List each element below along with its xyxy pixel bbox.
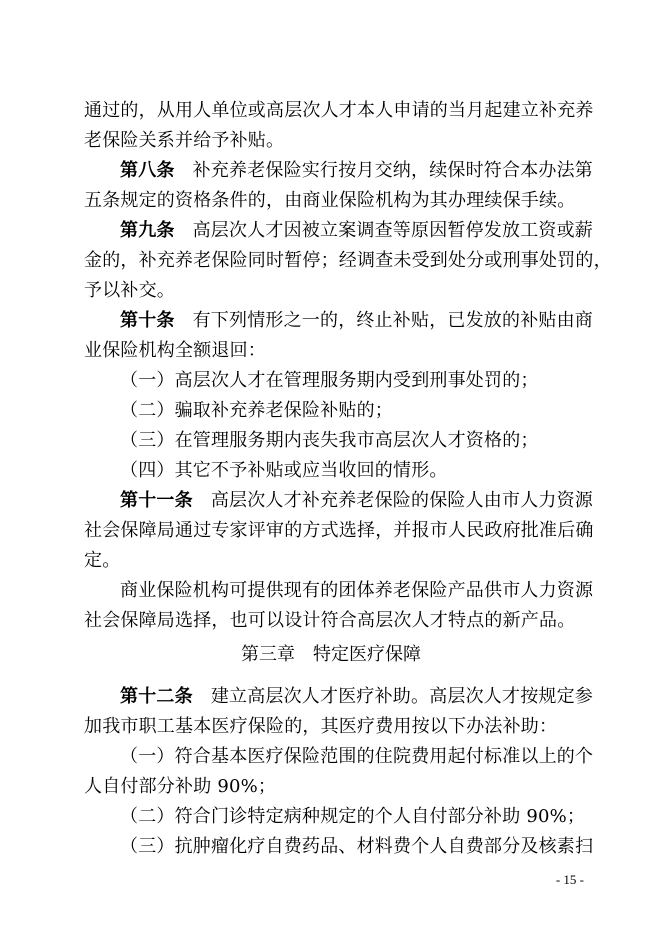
article-8-label: 第八条: [120, 160, 175, 181]
page-number: - 15 -: [555, 872, 584, 887]
body-line: 加我市职工基本医疗保险的，其医疗费用按以下办法补助：: [84, 716, 558, 737]
list-item: （二）符合门诊特定病种规定的个人自付部分补助 90%；: [120, 806, 586, 827]
body-line: 社会保障局选择，也可以设计符合高层次人才特点的新产品。: [84, 610, 576, 631]
article-11-label: 第十一条: [120, 490, 193, 511]
article-12-line-1: [120, 682, 594, 712]
article-8-text: 补充养老保险实行按月交纳，续保时符合本办法第: [192, 160, 594, 181]
body-line: 定。: [84, 550, 121, 571]
body-line: 五条规定的资格条件的，由商业保险机构为其办理续保手续。: [84, 190, 576, 211]
article-9-label: 第九条: [120, 220, 175, 241]
article-11-line-1: [120, 486, 594, 516]
list-item: （三）在管理服务期内丧失我市高层次人才资格的；: [120, 430, 539, 451]
body-line: 社会保障局通过专家评审的方式选择，并报市人民政府批准后确: [84, 520, 594, 541]
body-line: 人自付部分补助 90%；: [84, 776, 277, 797]
list-item: （一）高层次人才在管理服务期内受到刑事处罚的；: [120, 370, 539, 391]
article-9-line-1: [120, 216, 594, 246]
article-10-line-1: [120, 306, 594, 336]
article-12-label: 第十二条: [120, 686, 193, 707]
chapter-heading: 第三章 特定医疗保障: [241, 644, 421, 665]
article-12-text: 建立高层次人才医疗补助。高层次人才按规定参: [210, 686, 594, 707]
body-line: 通过的，从用人单位或高层次人才本人申请的当月起建立补充养: [84, 100, 594, 121]
body-line: 金的，补充养老保险同时暂停；经调查未受到处分或刑事处罚的，: [84, 250, 612, 271]
article-11-text: 高层次人才补充养老保险的保险人由市人力资源: [210, 490, 594, 511]
article-9-text: 高层次人才因被立案调查等原因暂停发放工资或薪: [192, 220, 594, 241]
list-item: （四）其它不予补贴或应当收回的情形。: [120, 460, 448, 481]
body-line: 商业保险机构可提供现有的团体养老保险产品供市人力资源: [120, 580, 594, 601]
list-item: （二）骗取补充养老保险补贴的；: [120, 400, 393, 421]
article-10-label: 第十条: [120, 310, 175, 331]
body-line: 予以补交。: [84, 280, 175, 301]
body-line: 业保险机构全额退回：: [84, 340, 266, 361]
article-8-line-1: [120, 156, 594, 186]
article-10-text: 有下列情形之一的，终止补贴，已发放的补贴由商: [192, 310, 594, 331]
list-item: （三）抗肿瘤化疗自费药品、材料费个人自费部分及核素扫: [120, 836, 594, 857]
list-item: （一）符合基本医疗保险范围的住院费用起付标准以上的个: [120, 746, 594, 767]
body-line: 老保险关系并给予补贴。: [84, 130, 285, 151]
